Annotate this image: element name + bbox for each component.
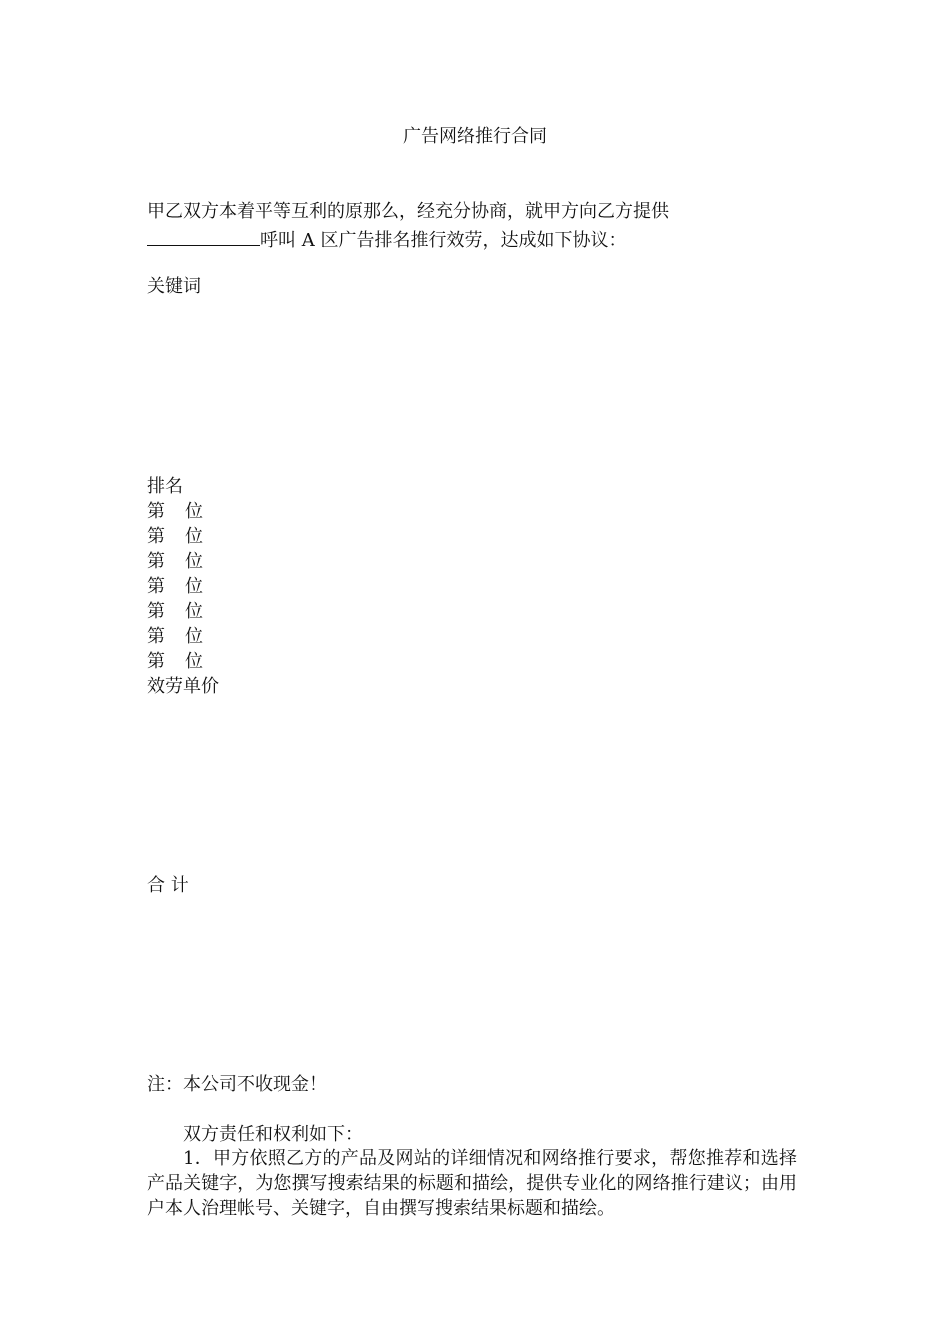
- rank-prefix: 第: [147, 651, 165, 672]
- cash-note: 注：本公司不收现金！: [147, 1074, 327, 1095]
- rank-row: [147, 649, 203, 674]
- rank-suffix: 位: [185, 626, 203, 647]
- rank-label: 排名: [147, 476, 183, 497]
- rank-row: [147, 574, 203, 599]
- rank-suffix: 位: [185, 526, 203, 547]
- rank-prefix: 第: [147, 626, 165, 647]
- intro-line-1: 甲乙双方本着平等互利的原那么，经充分协商，就甲方向乙方提供: [147, 201, 669, 222]
- rank-prefix: 第: [147, 526, 165, 547]
- page-title: 广告网络推行合同: [403, 126, 547, 147]
- total-label: 合 计: [147, 875, 189, 896]
- keyword-label: 关键词: [147, 276, 201, 297]
- rank-suffix: 位: [185, 651, 203, 672]
- rank-suffix: 位: [185, 601, 203, 622]
- rank-row: [147, 624, 203, 649]
- rank-row: [147, 499, 203, 524]
- rank-row: [147, 549, 203, 574]
- rank-row: [147, 524, 203, 549]
- rank-prefix: 第: [147, 601, 165, 622]
- rank-suffix: 位: [185, 551, 203, 572]
- intro-line-2: [147, 226, 626, 253]
- rank-suffix: 位: [185, 501, 203, 522]
- fill-in-blank: [147, 226, 260, 246]
- rank-prefix: 第: [147, 501, 165, 522]
- rank-row: [147, 599, 203, 624]
- rank-suffix: 位: [185, 576, 203, 597]
- rank-prefix: 第: [147, 576, 165, 597]
- unit-price-label: 效劳单价: [147, 676, 219, 697]
- intro-line-2-text: 呼叫 A 区广告排名推行效劳，达成如下协议：: [260, 230, 627, 251]
- rights-heading: 双方责任和权利如下：: [183, 1124, 363, 1145]
- rank-prefix: 第: [147, 551, 165, 572]
- clause-1: 1．甲方依照乙方的产品及网站的详细情况和网络推行要求，帮您推荐和选择产品关键字，为您撰写搜索结果的标题和描绘，提供专业化的网络推行建议；由用户本人治理帐号、关键字，自由撰写搜索结果标题和描绘。: [147, 1148, 797, 1219]
